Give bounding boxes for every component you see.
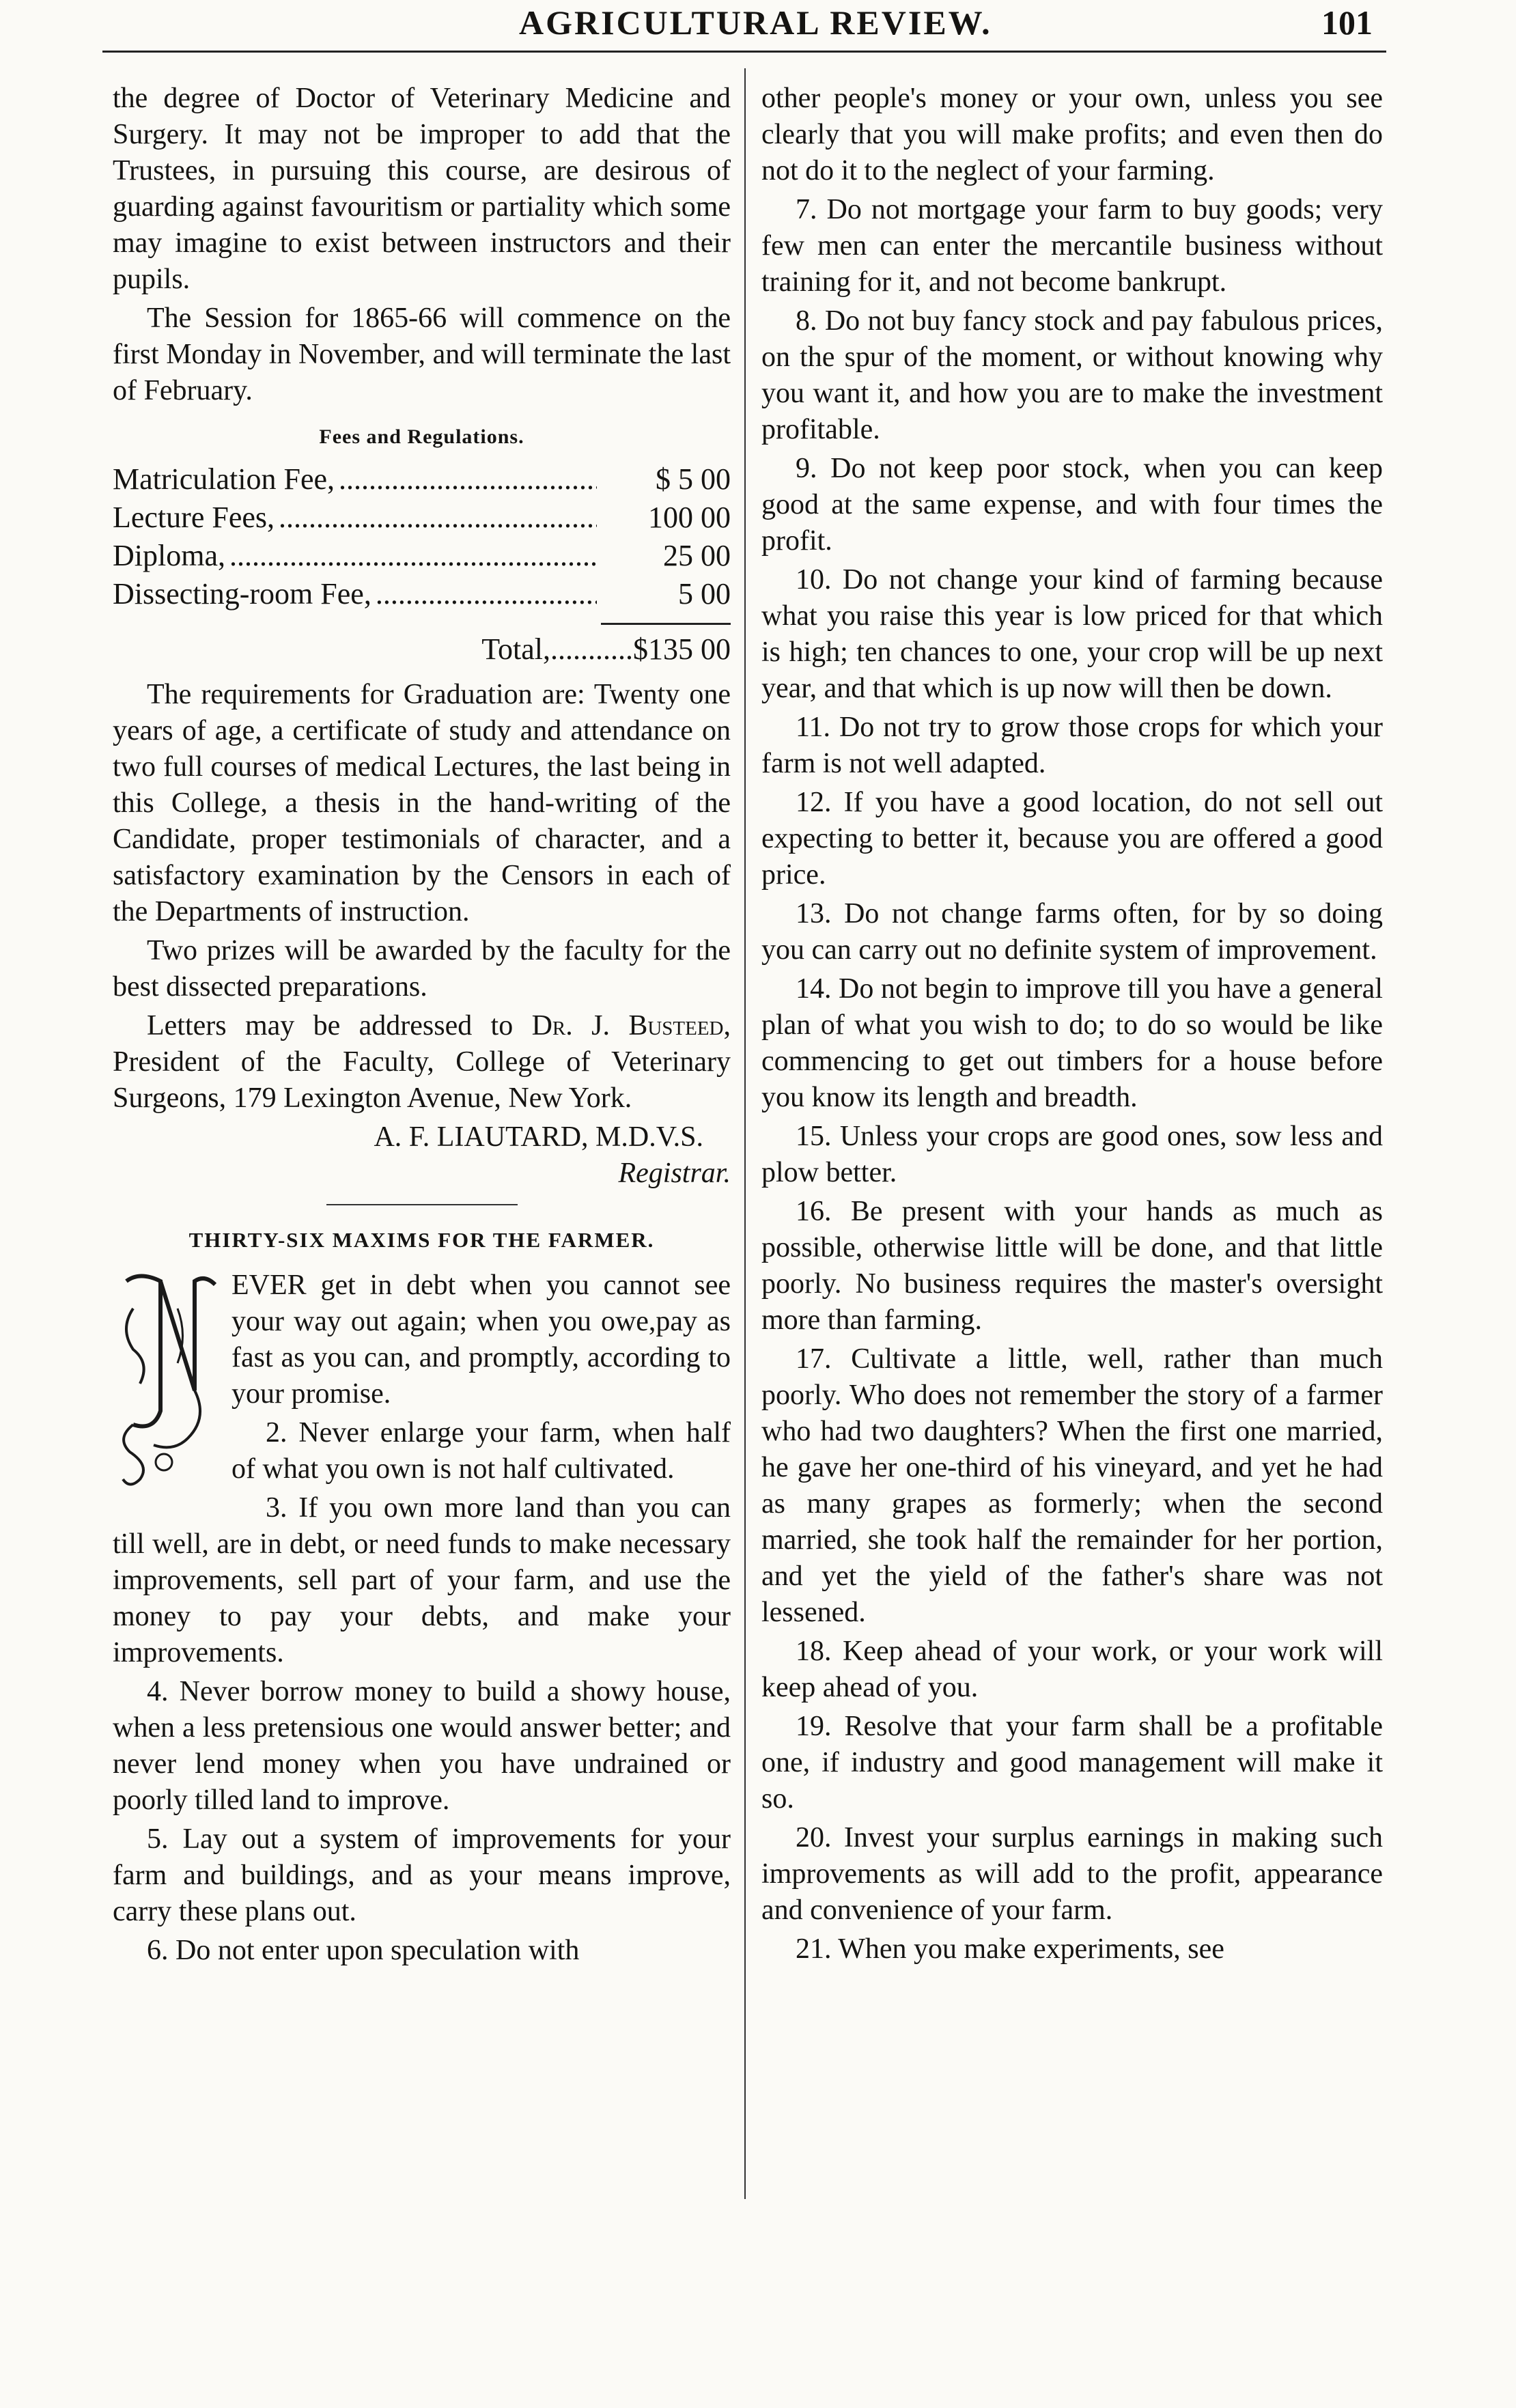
leader-dots — [339, 460, 597, 499]
maxim-15: 15. Unless your crops are good ones, sow less and plow better. — [761, 1121, 1383, 1188]
page-header — [102, 3, 1386, 53]
fee-amount: 25 00 — [663, 539, 731, 572]
total-rule — [601, 623, 731, 625]
maxim-13: 13. Do not change farms often, for by so doing you can carry out no definite system of improvement. — [761, 898, 1383, 966]
leader-dots — [279, 499, 597, 537]
paragraph-trustees: the degree of Doctor of Veterinary Medicine and Surgery. It may not be improper to add that the Trustees, in pursuing this course, are desirous of guarding against favouritism or partiality which some may imagine to exist between instructors and their pupils. — [113, 83, 731, 295]
maxim-20: 20. Invest your surplus earnings in making such improvements as will add to the profit, appearance and convenience of your farm. — [761, 1822, 1383, 1926]
registrar-title: Registrar. — [618, 1158, 731, 1189]
fees-heading: Fees and Regulations. — [319, 425, 524, 448]
maxim-2: 2. Never enlarge your farm, when half of what you own is not half cultivated. — [231, 1417, 731, 1485]
paragraph-letters — [113, 1008, 731, 1117]
fee-label: Diploma, — [113, 539, 225, 572]
fee-label: Dissecting-room Fee, — [113, 577, 371, 611]
maxim-5: 5. Lay out a system of improvements for your farm and buildings, and as your means improve, carry these plans out. — [113, 1823, 731, 1927]
maxim-19: 19. Resolve that your farm shall be a profitable one, if industry and good management will make it so. — [761, 1711, 1383, 1815]
maxims-title: THIRTY-SIX MAXIMS FOR THE FARMER. — [188, 1228, 655, 1252]
maxim-3: 3. If you own more land than you can till well, are in debt, or need funds to make necessary improvements, sell part of your farm, and use the money to pay your debts, and make your improvements. — [113, 1492, 731, 1668]
maxim-1: EVER get in debt when you cannot see your way out again; when you owe,pay as fast as you can, and promptly, according to your promise. — [231, 1270, 731, 1410]
maxim-4: 4. Never borrow money to build a showy house, when a less pretensious one would answer better; and never lend money when you have undrained or poorly tilled land to improve. — [113, 1676, 731, 1816]
signature: A. F. LIAUTARD, M.D.V.S. — [374, 1121, 703, 1153]
paragraph-prizes: Two prizes will be awarded by the faculty for the best dissected preparations. — [113, 935, 731, 1003]
fee-total: Total,...........$135 00 — [481, 632, 731, 666]
maxim-14: 14. Do not begin to improve till you have a general plan of what you wish to do; to do so would be like commencing to get out timbers for a house before you know its length and breadth. — [761, 973, 1383, 1113]
maxim-17: 17. Cultivate a little, well, rather than much poorly. Who does not remember the story of a farmer who had two daughters? When the first one married, he gave her one-third of his vineyard, and yet he had as many grapes as formerly; when the second married, she took half the remainder for her portion, and yet the yield of the father's share was not lessened. — [761, 1343, 1383, 1628]
right-column — [761, 81, 1383, 1970]
leader-dots — [229, 537, 597, 575]
letters-address: President of the Faculty, College of Veterinary Surgeons, 179 Lexington Avenue, New York. — [113, 1046, 731, 1114]
letters-intro: Letters may be addressed to — [147, 1010, 514, 1041]
maxim-21: 21. When you make experiments, see — [796, 1933, 1224, 1965]
fee-amount: 5 00 — [678, 577, 731, 611]
drop-cap-graphic — [113, 1268, 222, 1493]
column-divider — [744, 68, 746, 2199]
addressee-name: Dr. J. Busteed, — [531, 1010, 731, 1041]
paragraph-requirements: The requirements for Graduation are: Twenty one years of age, a certificate of study and attendance on two full courses of medical Lectures, the last being in this College, a thesis in the hand-writing of the Candidate, proper testimonials of character, and a satisfactory examination by the Censors in each of the Departments of instruction. — [113, 679, 731, 927]
maxim-16: 16. Be present with your hands as much as possible, otherwise little will be done, and that little poorly. No business requires the master's oversight more than farming. — [761, 1196, 1383, 1336]
paragraph-session: The Session for 1865-66 will commence on the first Monday in November, and will terminate the last of February. — [113, 303, 731, 406]
fee-row-diploma — [113, 537, 731, 575]
running-title: AGRICULTURAL REVIEW. — [519, 3, 992, 42]
section-rule — [326, 1204, 518, 1205]
maxim-11: 11. Do not try to grow those crops for which your farm is not well adapted. — [761, 712, 1383, 779]
page-number: 101 — [1321, 3, 1373, 42]
left-column — [113, 81, 731, 1972]
maxim-6-continued: other people's money or your own, unless you see clearly that you will make profits; and even then do not do it to the neglect of your farming. — [761, 83, 1383, 186]
maxim-9: 9. Do not keep poor stock, when you can keep good at the same expense, and with four times the profit. — [761, 453, 1383, 557]
leader-dots — [376, 575, 597, 613]
fee-row-lecture — [113, 499, 731, 537]
maxim-7: 7. Do not mortgage your farm to buy goods; very few men can enter the mercantile business without training for it, and not become bankrupt. — [761, 194, 1383, 298]
fee-row-dissecting — [113, 575, 731, 613]
maxim-6: 6. Do not enter upon speculation with — [147, 1935, 580, 1966]
fee-amount: $ 5 00 — [656, 462, 731, 496]
fee-label: Lecture Fees, — [113, 501, 275, 534]
maxim-18: 18. Keep ahead of your work, or your work will keep ahead of you. — [761, 1636, 1383, 1703]
ornamental-letter-N-icon — [113, 1268, 222, 1493]
fee-row-matriculation — [113, 460, 731, 499]
fee-label: Matriculation Fee, — [113, 462, 335, 496]
fee-amount: 100 00 — [648, 501, 731, 534]
maxim-8: 8. Do not buy fancy stock and pay fabulous prices, on the spur of the moment, or without knowing why you want it, and how you are to make the investment profitable. — [761, 305, 1383, 445]
maxim-12: 12. If you have a good location, do not sell out expecting to better it, because you are offered a good price. — [761, 787, 1383, 891]
maxim-10: 10. Do not change your kind of farming because what you raise this year is low priced for that which is high; ten chances to one, your crop will be up next year, and that which is up now will then be down. — [761, 564, 1383, 704]
